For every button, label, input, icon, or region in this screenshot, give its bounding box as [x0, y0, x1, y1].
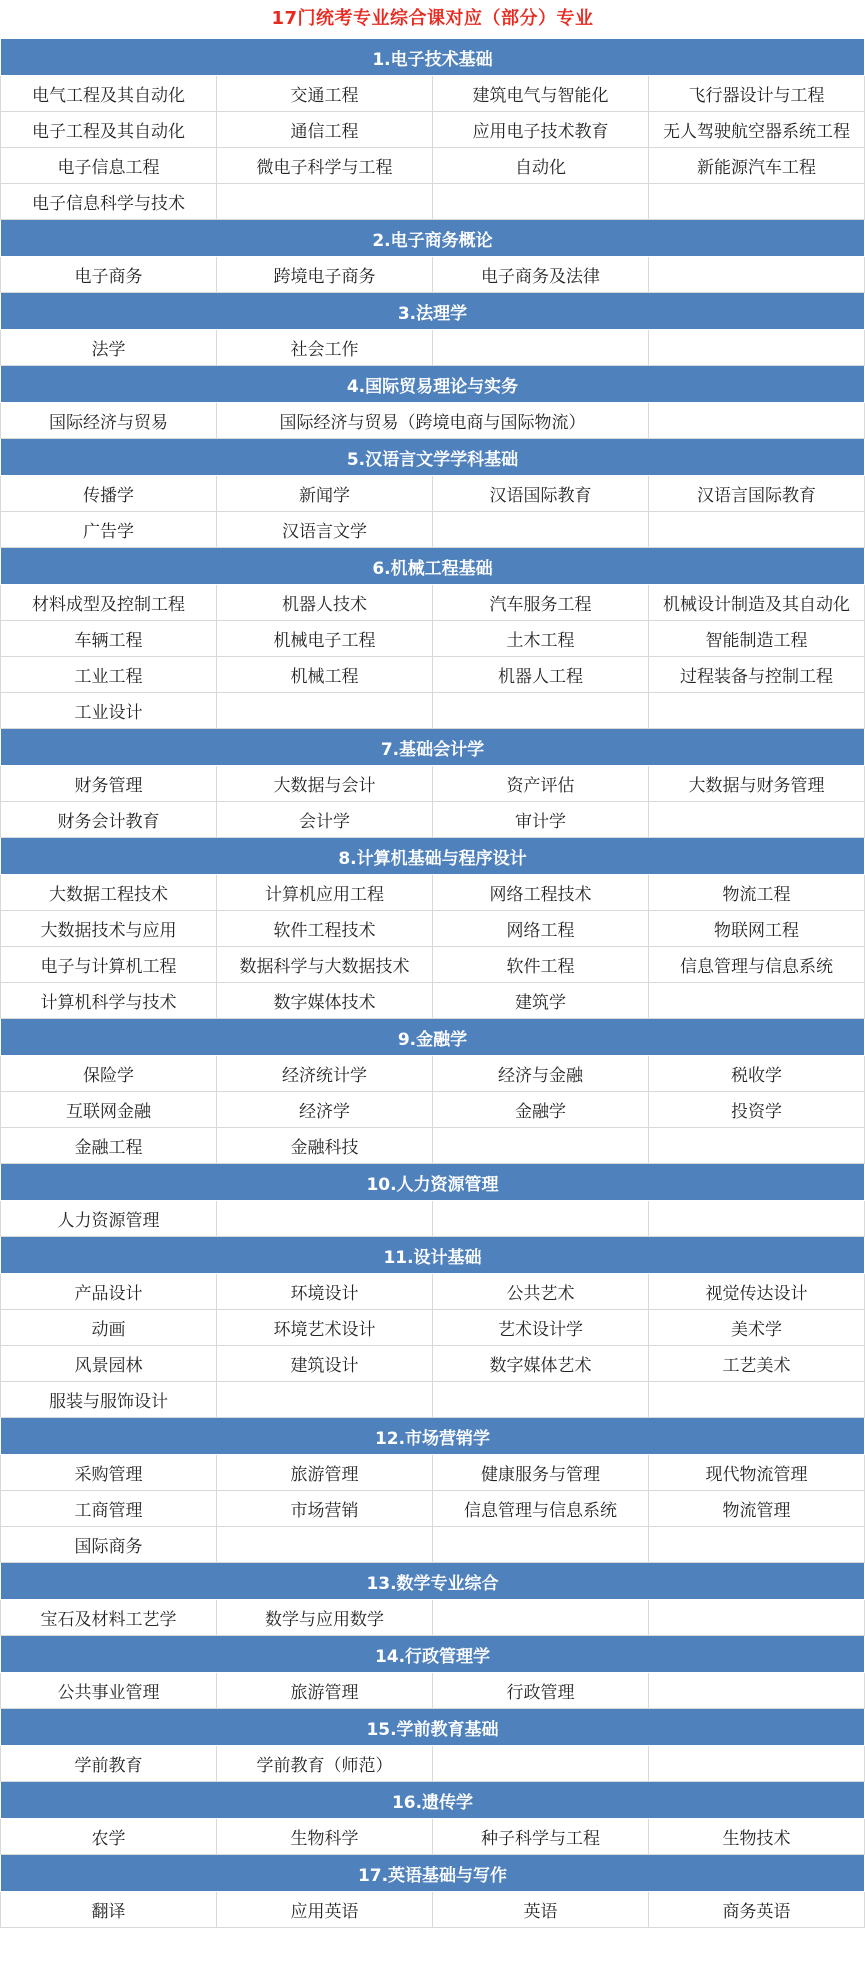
major-cell: 数据科学与大数据技术 [217, 947, 433, 983]
major-cell: 环境设计 [217, 1274, 433, 1310]
major-cell [217, 693, 433, 729]
major-cell: 英语 [433, 1892, 649, 1928]
major-cell: 土木工程 [433, 621, 649, 657]
section-header-row [1, 293, 865, 330]
section-header: 9.金融学 [1, 1019, 865, 1056]
major-row [1, 947, 865, 983]
section-header-row [1, 1418, 865, 1455]
major-cell: 财务会计教育 [1, 802, 217, 838]
major-cell [433, 1382, 649, 1418]
section-header-row [1, 1237, 865, 1274]
major-cell: 国际经济与贸易（跨境电商与国际物流） [217, 403, 649, 439]
major-cell [433, 512, 649, 548]
section-header: 15.学前教育基础 [1, 1709, 865, 1746]
major-cell [649, 403, 865, 439]
major-cell: 物流工程 [649, 875, 865, 911]
major-cell [649, 257, 865, 293]
major-cell: 环境艺术设计 [217, 1310, 433, 1346]
major-row [1, 476, 865, 512]
section-header-row [1, 366, 865, 403]
section-header: 10.人力资源管理 [1, 1164, 865, 1201]
major-cell: 公共艺术 [433, 1274, 649, 1310]
major-row [1, 1382, 865, 1418]
major-cell: 公共事业管理 [1, 1673, 217, 1709]
major-cell: 电子信息科学与技术 [1, 184, 217, 220]
major-cell: 市场营销 [217, 1491, 433, 1527]
major-cell: 经济与金融 [433, 1056, 649, 1092]
major-row [1, 1201, 865, 1237]
major-cell: 金融学 [433, 1092, 649, 1128]
majors-table-body [1, 39, 865, 1928]
major-cell: 保险学 [1, 1056, 217, 1092]
major-cell: 物联网工程 [649, 911, 865, 947]
major-cell: 汽车服务工程 [433, 585, 649, 621]
major-cell: 艺术设计学 [433, 1310, 649, 1346]
section-header: 17.英语基础与写作 [1, 1855, 865, 1892]
major-cell: 国际经济与贸易 [1, 403, 217, 439]
major-cell: 信息管理与信息系统 [649, 947, 865, 983]
major-cell: 机械电子工程 [217, 621, 433, 657]
major-row [1, 1819, 865, 1855]
section-header: 6.机械工程基础 [1, 548, 865, 585]
section-header-row [1, 39, 865, 76]
section-header: 4.国际贸易理论与实务 [1, 366, 865, 403]
major-cell: 汉语言国际教育 [649, 476, 865, 512]
major-cell: 新闻学 [217, 476, 433, 512]
major-row [1, 1746, 865, 1782]
section-header-row [1, 548, 865, 585]
major-cell: 计算机科学与技术 [1, 983, 217, 1019]
major-cell: 数字媒体艺术 [433, 1346, 649, 1382]
major-cell: 行政管理 [433, 1673, 649, 1709]
major-row [1, 330, 865, 366]
major-cell: 工业工程 [1, 657, 217, 693]
major-row [1, 112, 865, 148]
major-cell: 工商管理 [1, 1491, 217, 1527]
major-cell [433, 1128, 649, 1164]
major-cell: 大数据与财务管理 [649, 766, 865, 802]
major-cell: 跨境电子商务 [217, 257, 433, 293]
major-cell: 电子与计算机工程 [1, 947, 217, 983]
major-cell [433, 1201, 649, 1237]
major-cell: 软件工程技术 [217, 911, 433, 947]
major-cell [649, 1382, 865, 1418]
major-cell: 学前教育（师范） [217, 1746, 433, 1782]
major-cell: 广告学 [1, 512, 217, 548]
major-cell: 生物科学 [217, 1819, 433, 1855]
major-cell: 建筑电气与智能化 [433, 76, 649, 112]
major-cell: 财务管理 [1, 766, 217, 802]
section-header-row [1, 1709, 865, 1746]
major-cell: 社会工作 [217, 330, 433, 366]
major-cell [649, 512, 865, 548]
section-header-row [1, 1855, 865, 1892]
major-cell: 计算机应用工程 [217, 875, 433, 911]
major-cell: 应用英语 [217, 1892, 433, 1928]
major-cell: 无人驾驶航空器系统工程 [649, 112, 865, 148]
section-header: 1.电子技术基础 [1, 39, 865, 76]
major-row [1, 1346, 865, 1382]
major-cell: 软件工程 [433, 947, 649, 983]
major-row [1, 693, 865, 729]
major-cell: 金融科技 [217, 1128, 433, 1164]
major-cell: 交通工程 [217, 76, 433, 112]
major-cell: 税收学 [649, 1056, 865, 1092]
major-cell: 智能制造工程 [649, 621, 865, 657]
major-cell: 健康服务与管理 [433, 1455, 649, 1491]
major-cell: 旅游管理 [217, 1673, 433, 1709]
major-cell: 机器人技术 [217, 585, 433, 621]
major-row [1, 403, 865, 439]
major-cell: 电子商务及法律 [433, 257, 649, 293]
major-cell: 现代物流管理 [649, 1455, 865, 1491]
section-header-row [1, 1636, 865, 1673]
major-cell: 旅游管理 [217, 1455, 433, 1491]
major-cell: 工业设计 [1, 693, 217, 729]
major-cell: 飞行器设计与工程 [649, 76, 865, 112]
major-cell: 数学与应用数学 [217, 1600, 433, 1636]
major-cell [649, 1201, 865, 1237]
major-cell [649, 802, 865, 838]
major-cell: 动画 [1, 1310, 217, 1346]
major-cell: 大数据技术与应用 [1, 911, 217, 947]
major-cell: 网络工程 [433, 911, 649, 947]
major-row [1, 257, 865, 293]
major-cell [433, 184, 649, 220]
section-header-row [1, 729, 865, 766]
major-cell: 信息管理与信息系统 [433, 1491, 649, 1527]
major-cell: 大数据与会计 [217, 766, 433, 802]
major-cell: 种子科学与工程 [433, 1819, 649, 1855]
page-title: 17门统考专业综合课对应（部分）专业 [271, 8, 594, 29]
major-row [1, 1274, 865, 1310]
major-cell: 自动化 [433, 148, 649, 184]
major-cell: 数字媒体技术 [217, 983, 433, 1019]
major-cell: 新能源汽车工程 [649, 148, 865, 184]
major-cell [433, 330, 649, 366]
major-row [1, 766, 865, 802]
major-row [1, 1128, 865, 1164]
major-row [1, 1673, 865, 1709]
major-row [1, 983, 865, 1019]
major-cell [649, 184, 865, 220]
major-cell: 大数据工程技术 [1, 875, 217, 911]
major-cell: 材料成型及控制工程 [1, 585, 217, 621]
major-cell [433, 1527, 649, 1563]
major-cell: 机械工程 [217, 657, 433, 693]
major-cell: 服装与服饰设计 [1, 1382, 217, 1418]
major-cell: 人力资源管理 [1, 1201, 217, 1237]
section-header: 5.汉语言文学学科基础 [1, 439, 865, 476]
major-row [1, 1491, 865, 1527]
major-cell: 商务英语 [649, 1892, 865, 1928]
section-header: 14.行政管理学 [1, 1636, 865, 1673]
section-header: 2.电子商务概论 [1, 220, 865, 257]
major-cell: 生物技术 [649, 1819, 865, 1855]
major-cell: 物流管理 [649, 1491, 865, 1527]
major-cell: 电子商务 [1, 257, 217, 293]
section-header: 12.市场营销学 [1, 1418, 865, 1455]
major-row [1, 585, 865, 621]
major-cell: 学前教育 [1, 1746, 217, 1782]
major-cell: 农学 [1, 1819, 217, 1855]
section-header: 7.基础会计学 [1, 729, 865, 766]
major-cell: 建筑学 [433, 983, 649, 1019]
major-cell [649, 330, 865, 366]
major-cell [649, 1527, 865, 1563]
major-row [1, 184, 865, 220]
major-cell: 产品设计 [1, 1274, 217, 1310]
major-row [1, 1310, 865, 1346]
major-cell: 投资学 [649, 1092, 865, 1128]
major-cell [649, 1746, 865, 1782]
major-cell: 会计学 [217, 802, 433, 838]
major-row [1, 1600, 865, 1636]
major-cell: 风景园林 [1, 1346, 217, 1382]
major-cell: 传播学 [1, 476, 217, 512]
major-row [1, 148, 865, 184]
major-cell: 视觉传达设计 [649, 1274, 865, 1310]
major-cell [433, 1746, 649, 1782]
major-cell: 国际商务 [1, 1527, 217, 1563]
major-row [1, 621, 865, 657]
major-cell: 机器人工程 [433, 657, 649, 693]
major-cell: 电子信息工程 [1, 148, 217, 184]
major-cell [433, 693, 649, 729]
major-cell: 汉语言文学 [217, 512, 433, 548]
major-cell: 过程装备与控制工程 [649, 657, 865, 693]
major-cell [649, 1128, 865, 1164]
major-cell: 电子工程及其自动化 [1, 112, 217, 148]
major-row [1, 512, 865, 548]
section-header-row [1, 220, 865, 257]
major-cell: 翻译 [1, 1892, 217, 1928]
major-cell [433, 1600, 649, 1636]
major-cell: 互联网金融 [1, 1092, 217, 1128]
section-header-row [1, 838, 865, 875]
major-cell [649, 1673, 865, 1709]
major-row [1, 1892, 865, 1928]
major-cell: 资产评估 [433, 766, 649, 802]
major-cell: 经济学 [217, 1092, 433, 1128]
section-header: 11.设计基础 [1, 1237, 865, 1274]
major-cell: 通信工程 [217, 112, 433, 148]
major-cell [649, 983, 865, 1019]
major-cell: 电气工程及其自动化 [1, 76, 217, 112]
majors-table [0, 38, 865, 1928]
major-cell: 微电子科学与工程 [217, 148, 433, 184]
major-cell: 应用电子技术教育 [433, 112, 649, 148]
major-cell: 美术学 [649, 1310, 865, 1346]
section-header-row [1, 1782, 865, 1819]
major-row [1, 76, 865, 112]
major-row [1, 1527, 865, 1563]
major-cell [649, 1600, 865, 1636]
major-cell: 法学 [1, 330, 217, 366]
major-cell [217, 184, 433, 220]
section-header: 13.数学专业综合 [1, 1563, 865, 1600]
major-cell: 网络工程技术 [433, 875, 649, 911]
section-header-row [1, 1019, 865, 1056]
major-row [1, 657, 865, 693]
section-header-row [1, 1563, 865, 1600]
major-row [1, 1056, 865, 1092]
section-header: 3.法理学 [1, 293, 865, 330]
major-cell: 经济统计学 [217, 1056, 433, 1092]
major-cell: 宝石及材料工艺学 [1, 1600, 217, 1636]
section-header: 8.计算机基础与程序设计 [1, 838, 865, 875]
major-cell: 采购管理 [1, 1455, 217, 1491]
section-header: 16.遗传学 [1, 1782, 865, 1819]
major-cell: 工艺美术 [649, 1346, 865, 1382]
major-cell: 汉语国际教育 [433, 476, 649, 512]
section-header-row [1, 1164, 865, 1201]
major-row [1, 1092, 865, 1128]
major-cell [217, 1201, 433, 1237]
major-row [1, 911, 865, 947]
major-cell: 金融工程 [1, 1128, 217, 1164]
section-header-row [1, 439, 865, 476]
major-cell [649, 693, 865, 729]
major-cell [217, 1527, 433, 1563]
major-cell: 审计学 [433, 802, 649, 838]
major-cell [217, 1382, 433, 1418]
major-row [1, 875, 865, 911]
major-cell: 机械设计制造及其自动化 [649, 585, 865, 621]
major-cell: 车辆工程 [1, 621, 217, 657]
major-row [1, 1455, 865, 1491]
major-cell: 建筑设计 [217, 1346, 433, 1382]
major-row [1, 802, 865, 838]
